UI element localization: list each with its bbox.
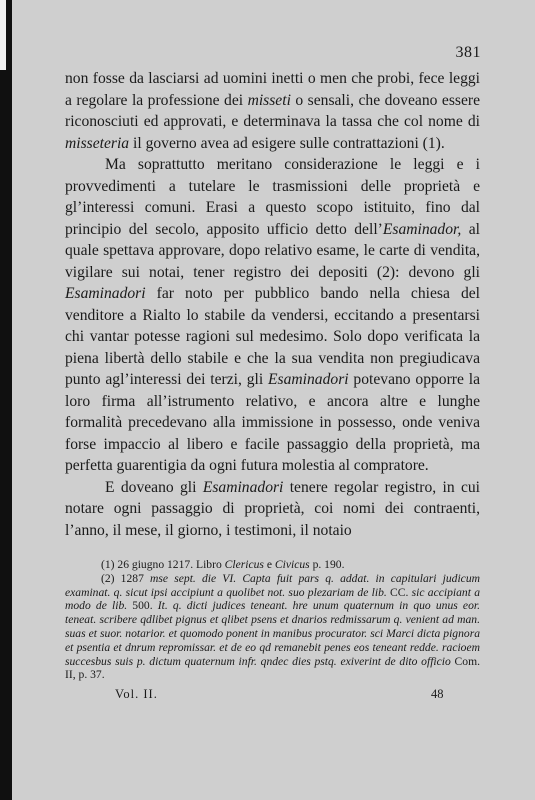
text-run: il governo avea ad esigere sulle contrattazioni (1).: [129, 134, 445, 152]
italic-term: It. q. dicti judices teneant. hre unum quaternum in quo unus eor. teneat. scribere qdlibet pignus et qlibet psens et dnarios redmissarum q. venient ad man. suas et suor. notarior. et quomodo ponent in manibus procurator. sci Marci dicta pignora et psentia et dnrum repromissar. et de eo qd remanebit penes eos teneant redde. racioem succesbus suis p. dictum quaternum infr. qndec dies pstq. exiverint de dito officio: [65, 599, 481, 668]
scan-edge: [0, 0, 12, 800]
footnote-1: [65, 558, 480, 572]
italic-term: sic accipiant a modo de lib.: [65, 585, 480, 613]
scan-edge-notch: [0, 0, 6, 70]
text-run: tenere regolar registro, in cui notare ogni passaggio di proprietà, coi nomi dei contraenti, l’anno, il mese, il giorno, i testimoni, il notaio: [65, 478, 480, 539]
italic-term: Esaminadori: [65, 285, 146, 302]
text-run: potevano opporre la loro firma all’istrumento relativo, e ancora altre e lunghe formalità precedevano alla immissione in possesso, onde veniva forse impaccio al libero e facile passaggio della proprietà, ma perfetta guarentigia da ogni futura molestia al compratore.: [65, 371, 480, 474]
text-run: far noto per pubblico bando nella chiesa del venditore a Rialto lo stabile da vendersi, eccitando a presentarsi chi vantar potesse ragioni sul medesimo. Solo dopo verificata la piena libertà dello stabile e che la sua vendita non pregiudicava punto agl’interessi dei terzi, gli: [65, 285, 480, 388]
text-run: p. 190.: [309, 558, 345, 571]
italic-term: Civicus: [274, 558, 310, 571]
italic-term: Clericus: [224, 558, 264, 571]
signature-mark: 48: [431, 687, 444, 701]
paragraph-3: [65, 477, 480, 542]
paragraph-2: [65, 154, 480, 477]
italic-term: Esaminadori: [268, 371, 349, 388]
main-text: [65, 68, 480, 541]
text-run: Ma soprattutto meritano considerazione le leggi e i provvedimenti a tutelare le trasmissioni delle proprietà e gl’interessi comuni. Erasi a questo scopo istituito, fino dal principio del secolo, apposito ufficio detto dell’: [65, 156, 480, 238]
italic-term: Esaminador,: [382, 220, 462, 238]
italic-term: misseteria: [65, 134, 130, 152]
text-run: 500.: [127, 599, 158, 613]
italic-term: misseti: [247, 91, 291, 109]
footnotes: [65, 558, 480, 682]
text-run: o sensali, che doveano essere riconosciuti ed approvati, e determinava la tassa che col nome di: [65, 91, 480, 130]
text-run: non fosse da lasciarsi ad uomini inetti o men che probi, fece leggi a regolare la professione dei: [65, 70, 480, 109]
page-number: 381: [455, 44, 481, 61]
book-page: [12, 0, 535, 800]
paragraph-1: [65, 68, 480, 154]
volume-label: Vol. II.: [115, 687, 158, 701]
text-run: (1) 26 giugno 1217. Libro: [101, 558, 225, 571]
text-run: e: [263, 558, 275, 571]
text-run: al quale spettava approvare, dopo relativo esame, le carte di vendita, vigilare sui notai, tener registro dei depositi (2): devono gli: [65, 220, 480, 281]
text-run: Com. II, p. 37.: [65, 654, 480, 682]
text-run: E doveano gli: [105, 478, 203, 496]
text-run: CC.: [386, 585, 412, 599]
footnote-2: [65, 572, 480, 682]
italic-term: mse sept. die VI. Capta fuit pars q. addat. in capitulari judicum examinat. q. sicut ipsi accipiunt a quolibet not. suo plezariam de lib.: [65, 571, 480, 599]
text-run: (2) 1287: [101, 571, 151, 585]
italic-term: Esaminadori: [202, 478, 284, 496]
